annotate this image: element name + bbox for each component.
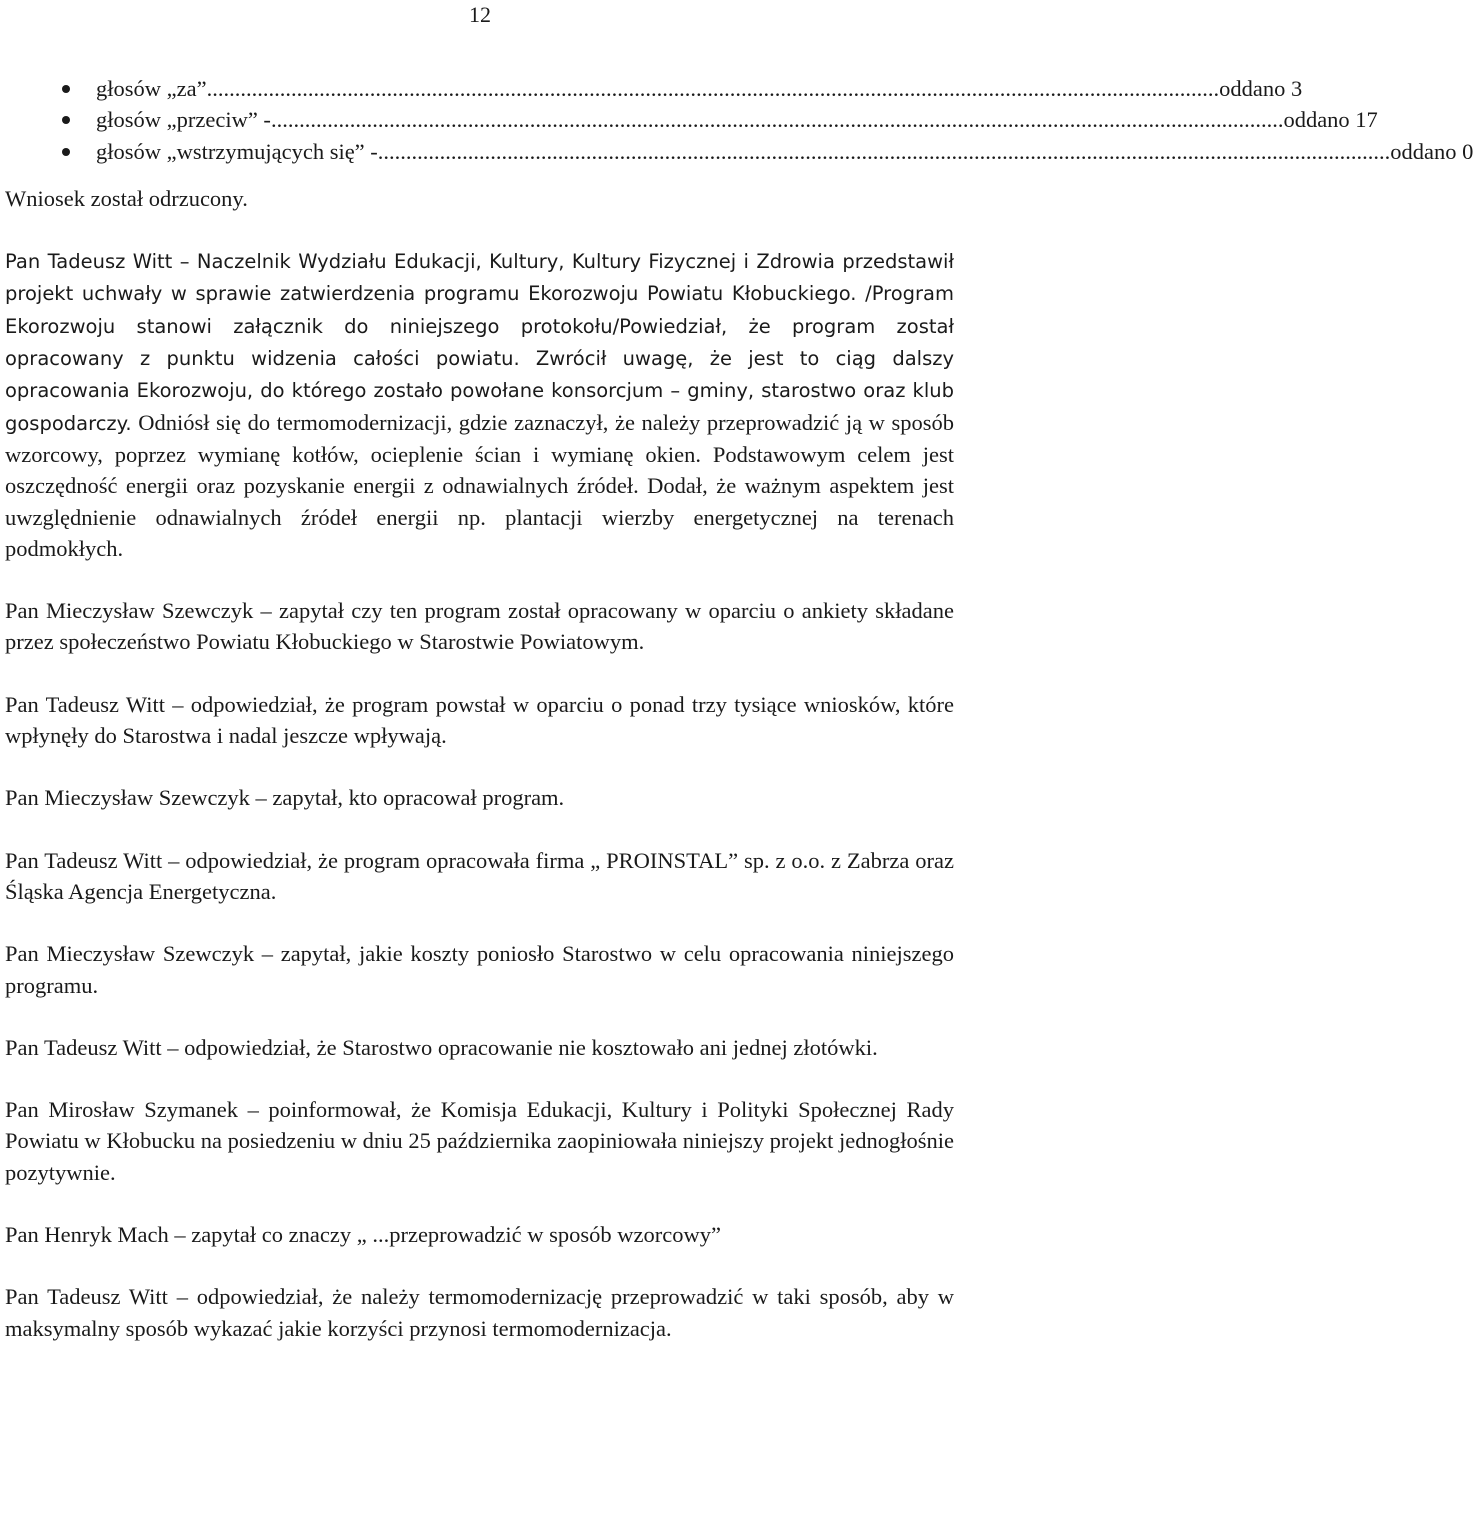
paragraph-question-author: Pan Mieczysław Szewczyk – zapytał, kto opracował program. <box>5 785 565 811</box>
paragraph-text: Odniósł się do termomodernizacji, gdzie zaznaczył, że należy przeprowadzić ją w sposób wzorcowy, poprzez wymianę kotłów, ocieplenie ścian i wymianę okien. Podstawowym celem jest oszczędność energii oraz pozyskanie energii z odnawialnych źródeł. Dodał, że ważnym aspektem jest uwzględnienie odnawialnych źródeł energii np. plantacji wierzby energetycznej na terenach podmokłych. <box>5 409 954 561</box>
vote-results-list <box>5 73 1473 167</box>
dot-leader <box>207 73 1220 104</box>
paragraph-question-survey: Pan Mieczysław Szewczyk – zapytał czy ten program został opracowany w oparciu o ankiety składane przez społeczeństwo Powiatu Kłobuckiego w Starostwie Powiatowym. <box>5 598 954 655</box>
dot-leader <box>378 136 1391 167</box>
document-body <box>5 73 1473 1344</box>
vote-item-against <box>5 104 1378 135</box>
dot-leader <box>271 104 1284 135</box>
vote-label: głosów „za” <box>96 76 207 101</box>
vote-result: oddano 0 <box>1390 138 1473 164</box>
paragraph-answer-exemplary: Pan Tadeusz Witt – odpowiedział, że należy termomodernizację przeprowadzić w taki sposób, aby w maksymalny sposób wykazać jakie korzyści przynosi termomodernizacja. <box>5 1284 954 1341</box>
vote-result: oddano 17 <box>1283 107 1378 133</box>
paragraph-answer-author: Pan Tadeusz Witt – odpowiedział, że program opracowała firma „ PROINSTAL” sp. z o.o. z Zabrza oraz Śląska Agencja Energetyczna. <box>5 847 954 904</box>
vote-item-for <box>5 73 1303 104</box>
vote-item-abstain <box>5 136 1473 167</box>
vote-label: głosów „wstrzymujących się” - <box>96 138 378 164</box>
paragraph-text-sans: Pan Tadeusz Witt – Naczelnik Wydziału Edukacji, Kultury, Kultury Fizycznej i Zdrowia przedstawił projekt uchwały w sprawie zatwierdzenia programu Ekorozwoju Powiatu Kłobuckiego. /Program Ekorozwoju stanowi załącznik do niniejszego protokołu/Powiedział, że program został opracowany z punktu widzenia całości powiatu. Zwrócił uwagę, że jest to ciąg dalszy opracowania Ekorozwoju, do którego zostało powołane konsorcjum – gminy, starostwo oraz klub gospodarczy. <box>5 250 954 435</box>
vote-result: oddano 3 <box>1219 76 1303 101</box>
paragraph-question-costs: Pan Mieczysław Szewczyk – zapytał, jakie koszty poniosło Starostwo w celu opracowania niniejszego programu. <box>5 941 954 998</box>
vote-label: głosów „przeciw” - <box>96 107 271 133</box>
paragraph-answer-costs: Pan Tadeusz Witt – odpowiedział, że Starostwo opracowanie nie kosztowało ani jednej złotówki. <box>5 1034 878 1060</box>
paragraph-question-exemplary: Pan Henryk Mach – zapytał co znaczy „ ...przeprowadzić w sposób wzorcowy” <box>5 1222 721 1248</box>
paragraph-program-presentation <box>5 245 954 564</box>
paragraph-motion-rejected: Wniosek został odrzucony. <box>5 185 248 211</box>
paragraph-answer-applications: Pan Tadeusz Witt – odpowiedział, że program powstał w oparciu o ponad trzy tysiące wniosków, które wpłynęły do Starostwa i nadal jeszcze wpływają. <box>5 691 954 749</box>
page-number: 12 <box>469 2 491 27</box>
paragraph-committee-opinion: Pan Mirosław Szymanek – poinformował, że Komisja Edukacji, Kultury i Polityki Społecznej Rady Powiatu w Kłobucku na posiedzeniu w dniu 25 października zaopiniowała niniejszy projekt jednogłośnie pozytywnie. <box>5 1097 954 1185</box>
